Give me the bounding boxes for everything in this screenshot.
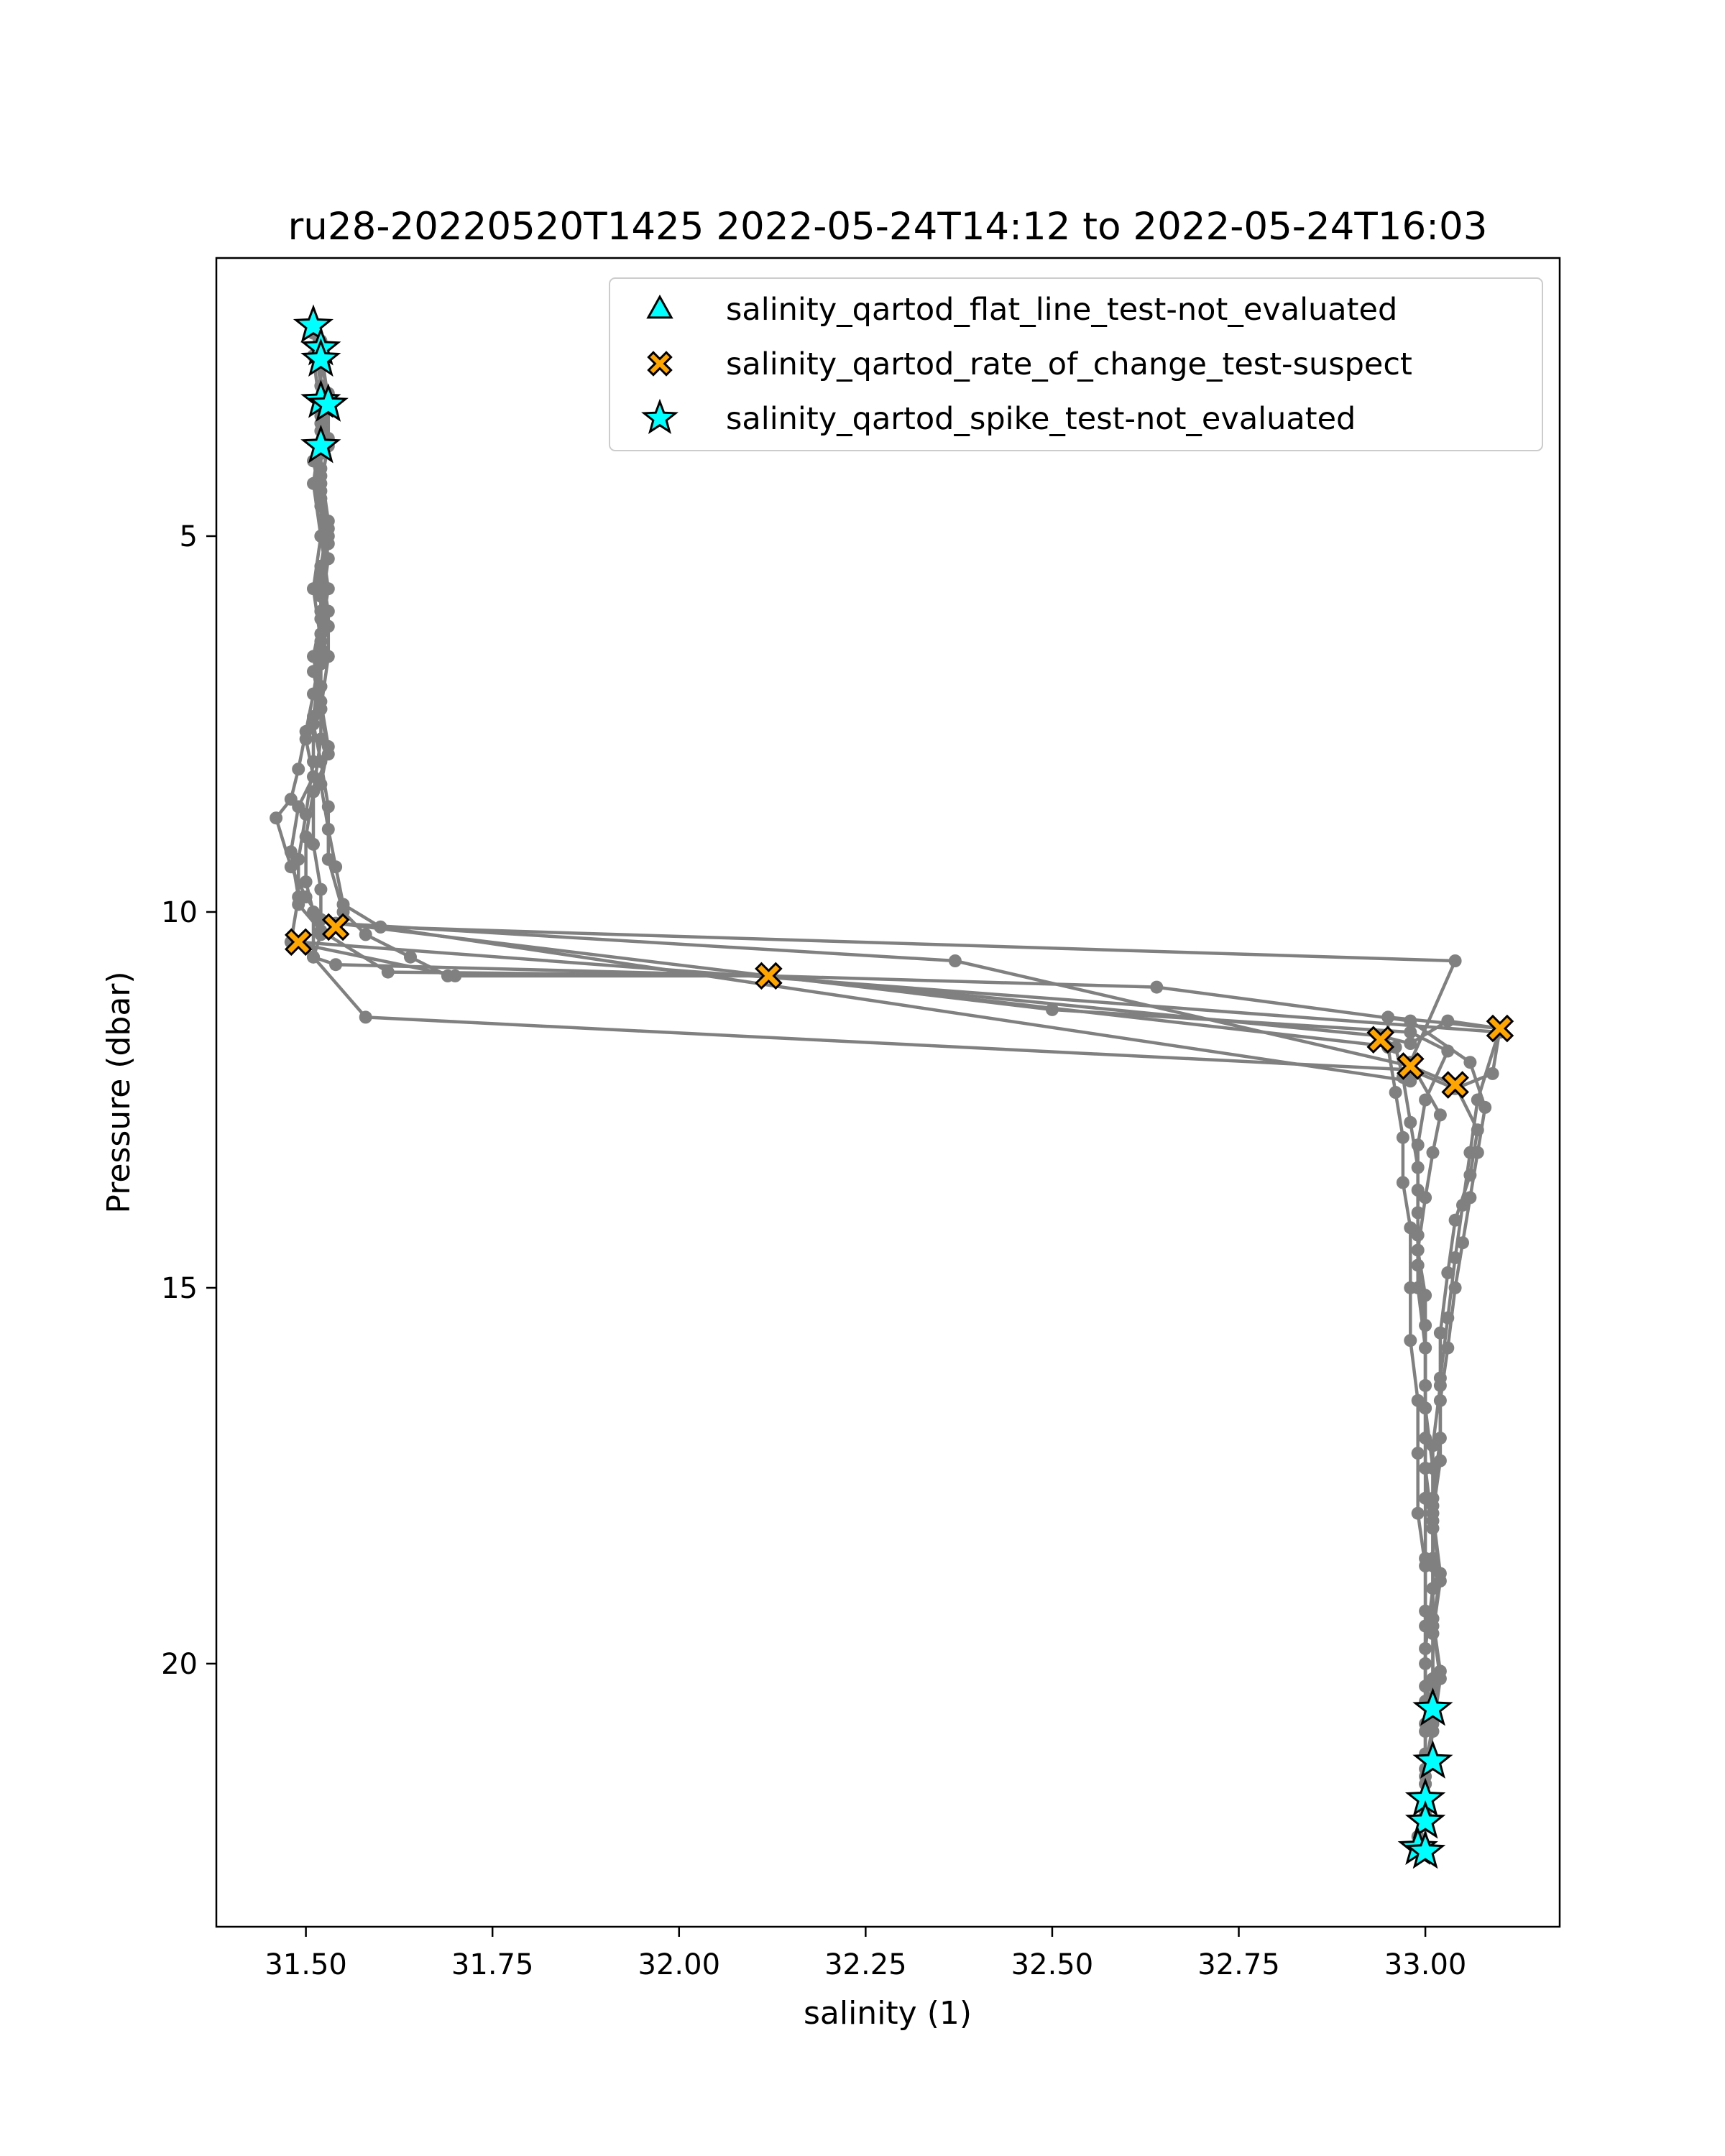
profile-point [270, 811, 282, 824]
profile-point [1419, 1094, 1432, 1107]
profile-point [1434, 1664, 1447, 1677]
profile-point [1419, 1492, 1432, 1505]
profile-point [322, 801, 335, 814]
profile-point [1397, 1131, 1409, 1144]
profile-point [329, 958, 342, 971]
profile-point [1434, 1372, 1447, 1385]
profile-point [1434, 1432, 1447, 1445]
profile-point [307, 838, 320, 851]
profile-point [300, 808, 313, 821]
profile-point [1404, 1037, 1417, 1050]
profile-point [307, 477, 320, 490]
profile-point [1412, 1447, 1425, 1460]
profile-point [359, 1010, 372, 1023]
x-tick-label: 31.50 [264, 1948, 347, 1981]
profile-point [314, 530, 327, 543]
profile-point [314, 883, 327, 896]
profile-point [314, 627, 327, 640]
profile-point [1419, 1379, 1432, 1392]
legend [610, 278, 1542, 451]
profile-point [1419, 1605, 1432, 1618]
x-tick-label: 32.50 [1011, 1948, 1094, 1981]
profile-point [374, 921, 387, 934]
profile-point [314, 680, 327, 693]
y-tick-label: 5 [179, 520, 198, 553]
profile-point [322, 582, 335, 595]
x-axis-label: salinity (1) [803, 1995, 972, 2032]
profile-point [1404, 1116, 1417, 1129]
profile-point [292, 763, 305, 775]
profile-point [285, 793, 298, 806]
y-tick-label: 10 [161, 895, 198, 929]
profile-point [300, 875, 313, 888]
profile-point [292, 898, 305, 911]
profile-point [1456, 1199, 1469, 1212]
y-tick-label: 15 [161, 1271, 198, 1305]
profile-point [1404, 1026, 1417, 1038]
chart-title: ru28-20220520T1425 2022-05-24T14:12 to 2022-05-24T16:03 [288, 205, 1488, 249]
profile-point [359, 928, 372, 941]
profile-point [1381, 1010, 1394, 1023]
legend-entry-label: salinity_qartod_spike_test-not_evaluated [726, 401, 1356, 437]
profile-point [1412, 1507, 1425, 1520]
x-tick-label: 32.25 [824, 1948, 907, 1981]
profile-point [307, 582, 320, 595]
profile-point [1419, 1319, 1432, 1332]
profile-point [1434, 1108, 1447, 1121]
profile-point [949, 954, 962, 967]
x-tick-label: 32.75 [1197, 1948, 1280, 1981]
profile-point [1449, 954, 1462, 967]
x-tick-label: 32.00 [638, 1948, 721, 1981]
profile-point [1419, 1432, 1432, 1445]
y-tick-label: 20 [161, 1647, 198, 1681]
profile-point [404, 951, 417, 964]
profile-point [322, 853, 335, 866]
profile-point [1441, 1312, 1454, 1325]
profile-point [1419, 1552, 1432, 1565]
profile-point [1427, 1146, 1440, 1159]
legend-entry-label: salinity_qartod_flat_line_test-not_evaluated [726, 292, 1398, 328]
x-tick-label: 33.00 [1384, 1948, 1467, 1981]
profile-point [307, 786, 320, 798]
profile-point [292, 853, 305, 866]
profile-point [1412, 1206, 1425, 1219]
profile-point [1397, 1176, 1409, 1189]
profile-point [1412, 1161, 1425, 1174]
profile-point [1441, 1015, 1454, 1028]
profile-point [1412, 1259, 1425, 1272]
profile-point [1441, 1045, 1454, 1058]
profile-point [307, 710, 320, 723]
profile-point [1463, 1056, 1476, 1069]
profile-point [1471, 1094, 1484, 1107]
y-axis-label: Pressure (dbar) [101, 971, 137, 1214]
profile-point [1463, 1146, 1476, 1159]
legend-entry-label: salinity_qartod_rate_of_change_test-suspect [726, 346, 1412, 382]
profile-point [1404, 1334, 1417, 1347]
profile-point [1449, 1251, 1462, 1264]
x-tick-label: 31.75 [451, 1948, 534, 1981]
profile-point [1419, 1657, 1432, 1670]
profile-point [314, 732, 327, 745]
profile-point [1389, 1086, 1402, 1099]
profile-point [1150, 981, 1163, 994]
